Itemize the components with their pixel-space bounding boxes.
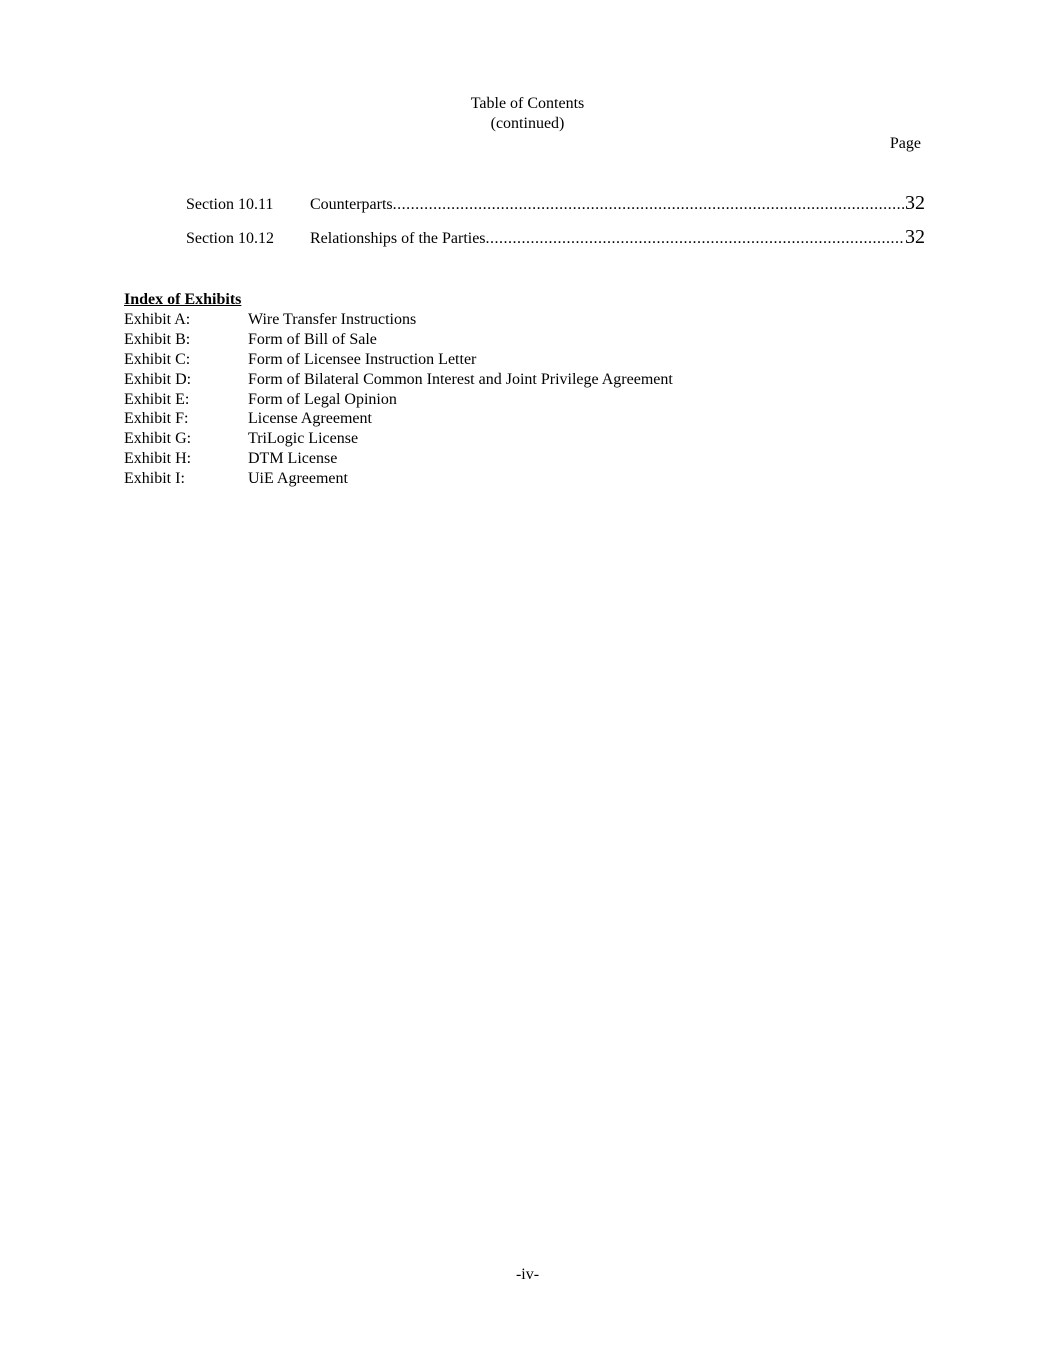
exhibit-description: Form of Licensee Instruction Letter bbox=[248, 350, 477, 368]
exhibit-list bbox=[124, 310, 824, 489]
exhibit-label: Exhibit D: bbox=[124, 370, 192, 388]
toc-entry-page: 32 bbox=[905, 226, 925, 248]
exhibit-description: Form of Bill of Sale bbox=[248, 330, 377, 348]
exhibit-row bbox=[124, 370, 824, 390]
dot-leader bbox=[486, 229, 905, 249]
exhibit-label: Exhibit E: bbox=[124, 390, 190, 408]
exhibit-row bbox=[124, 449, 824, 469]
toc-entry-page: 32 bbox=[905, 192, 925, 214]
exhibit-row bbox=[124, 409, 824, 429]
exhibit-label: Exhibit G: bbox=[124, 430, 192, 448]
toc-entry bbox=[186, 191, 925, 215]
exhibit-description: Form of Bilateral Common Interest and Joint Privilege Agreement bbox=[248, 370, 673, 388]
exhibit-label: Exhibit F: bbox=[124, 410, 189, 428]
exhibit-description: Wire Transfer Instructions bbox=[248, 311, 417, 328]
exhibit-label: Exhibit A: bbox=[124, 311, 191, 328]
exhibit-label: Exhibit H: bbox=[124, 450, 192, 468]
dot-leader bbox=[393, 195, 905, 215]
toc-entry-title: Relationships of the Parties bbox=[310, 230, 486, 247]
exhibit-label: Exhibit I: bbox=[124, 470, 185, 488]
exhibit-description: License Agreement bbox=[248, 410, 372, 428]
exhibit-row bbox=[124, 310, 824, 330]
toc-subtitle: (continued) bbox=[490, 115, 565, 132]
toc-entry-title: Counterparts bbox=[310, 196, 393, 213]
exhibit-row bbox=[124, 390, 824, 410]
exhibit-description: TriLogic License bbox=[248, 430, 359, 448]
exhibit-row bbox=[124, 429, 824, 449]
toc-entry-number: Section 10.11 bbox=[186, 196, 274, 213]
exhibits-heading: Index of Exhibits bbox=[124, 291, 242, 308]
exhibit-description: DTM License bbox=[248, 450, 338, 468]
page-column-label: Page bbox=[889, 135, 921, 152]
exhibit-label: Exhibit C: bbox=[124, 350, 191, 368]
exhibit-row bbox=[124, 350, 824, 370]
exhibit-row bbox=[124, 469, 824, 489]
exhibit-row bbox=[124, 330, 824, 350]
page-number: -iv- bbox=[515, 1266, 540, 1283]
exhibit-description: UiE Agreement bbox=[248, 470, 348, 488]
toc-entry bbox=[186, 225, 925, 249]
exhibit-label: Exhibit B: bbox=[124, 330, 191, 348]
toc-title: Table of Contents bbox=[470, 95, 585, 112]
exhibit-description: Form of Legal Opinion bbox=[248, 390, 397, 408]
toc-entry-number: Section 10.12 bbox=[186, 230, 274, 247]
